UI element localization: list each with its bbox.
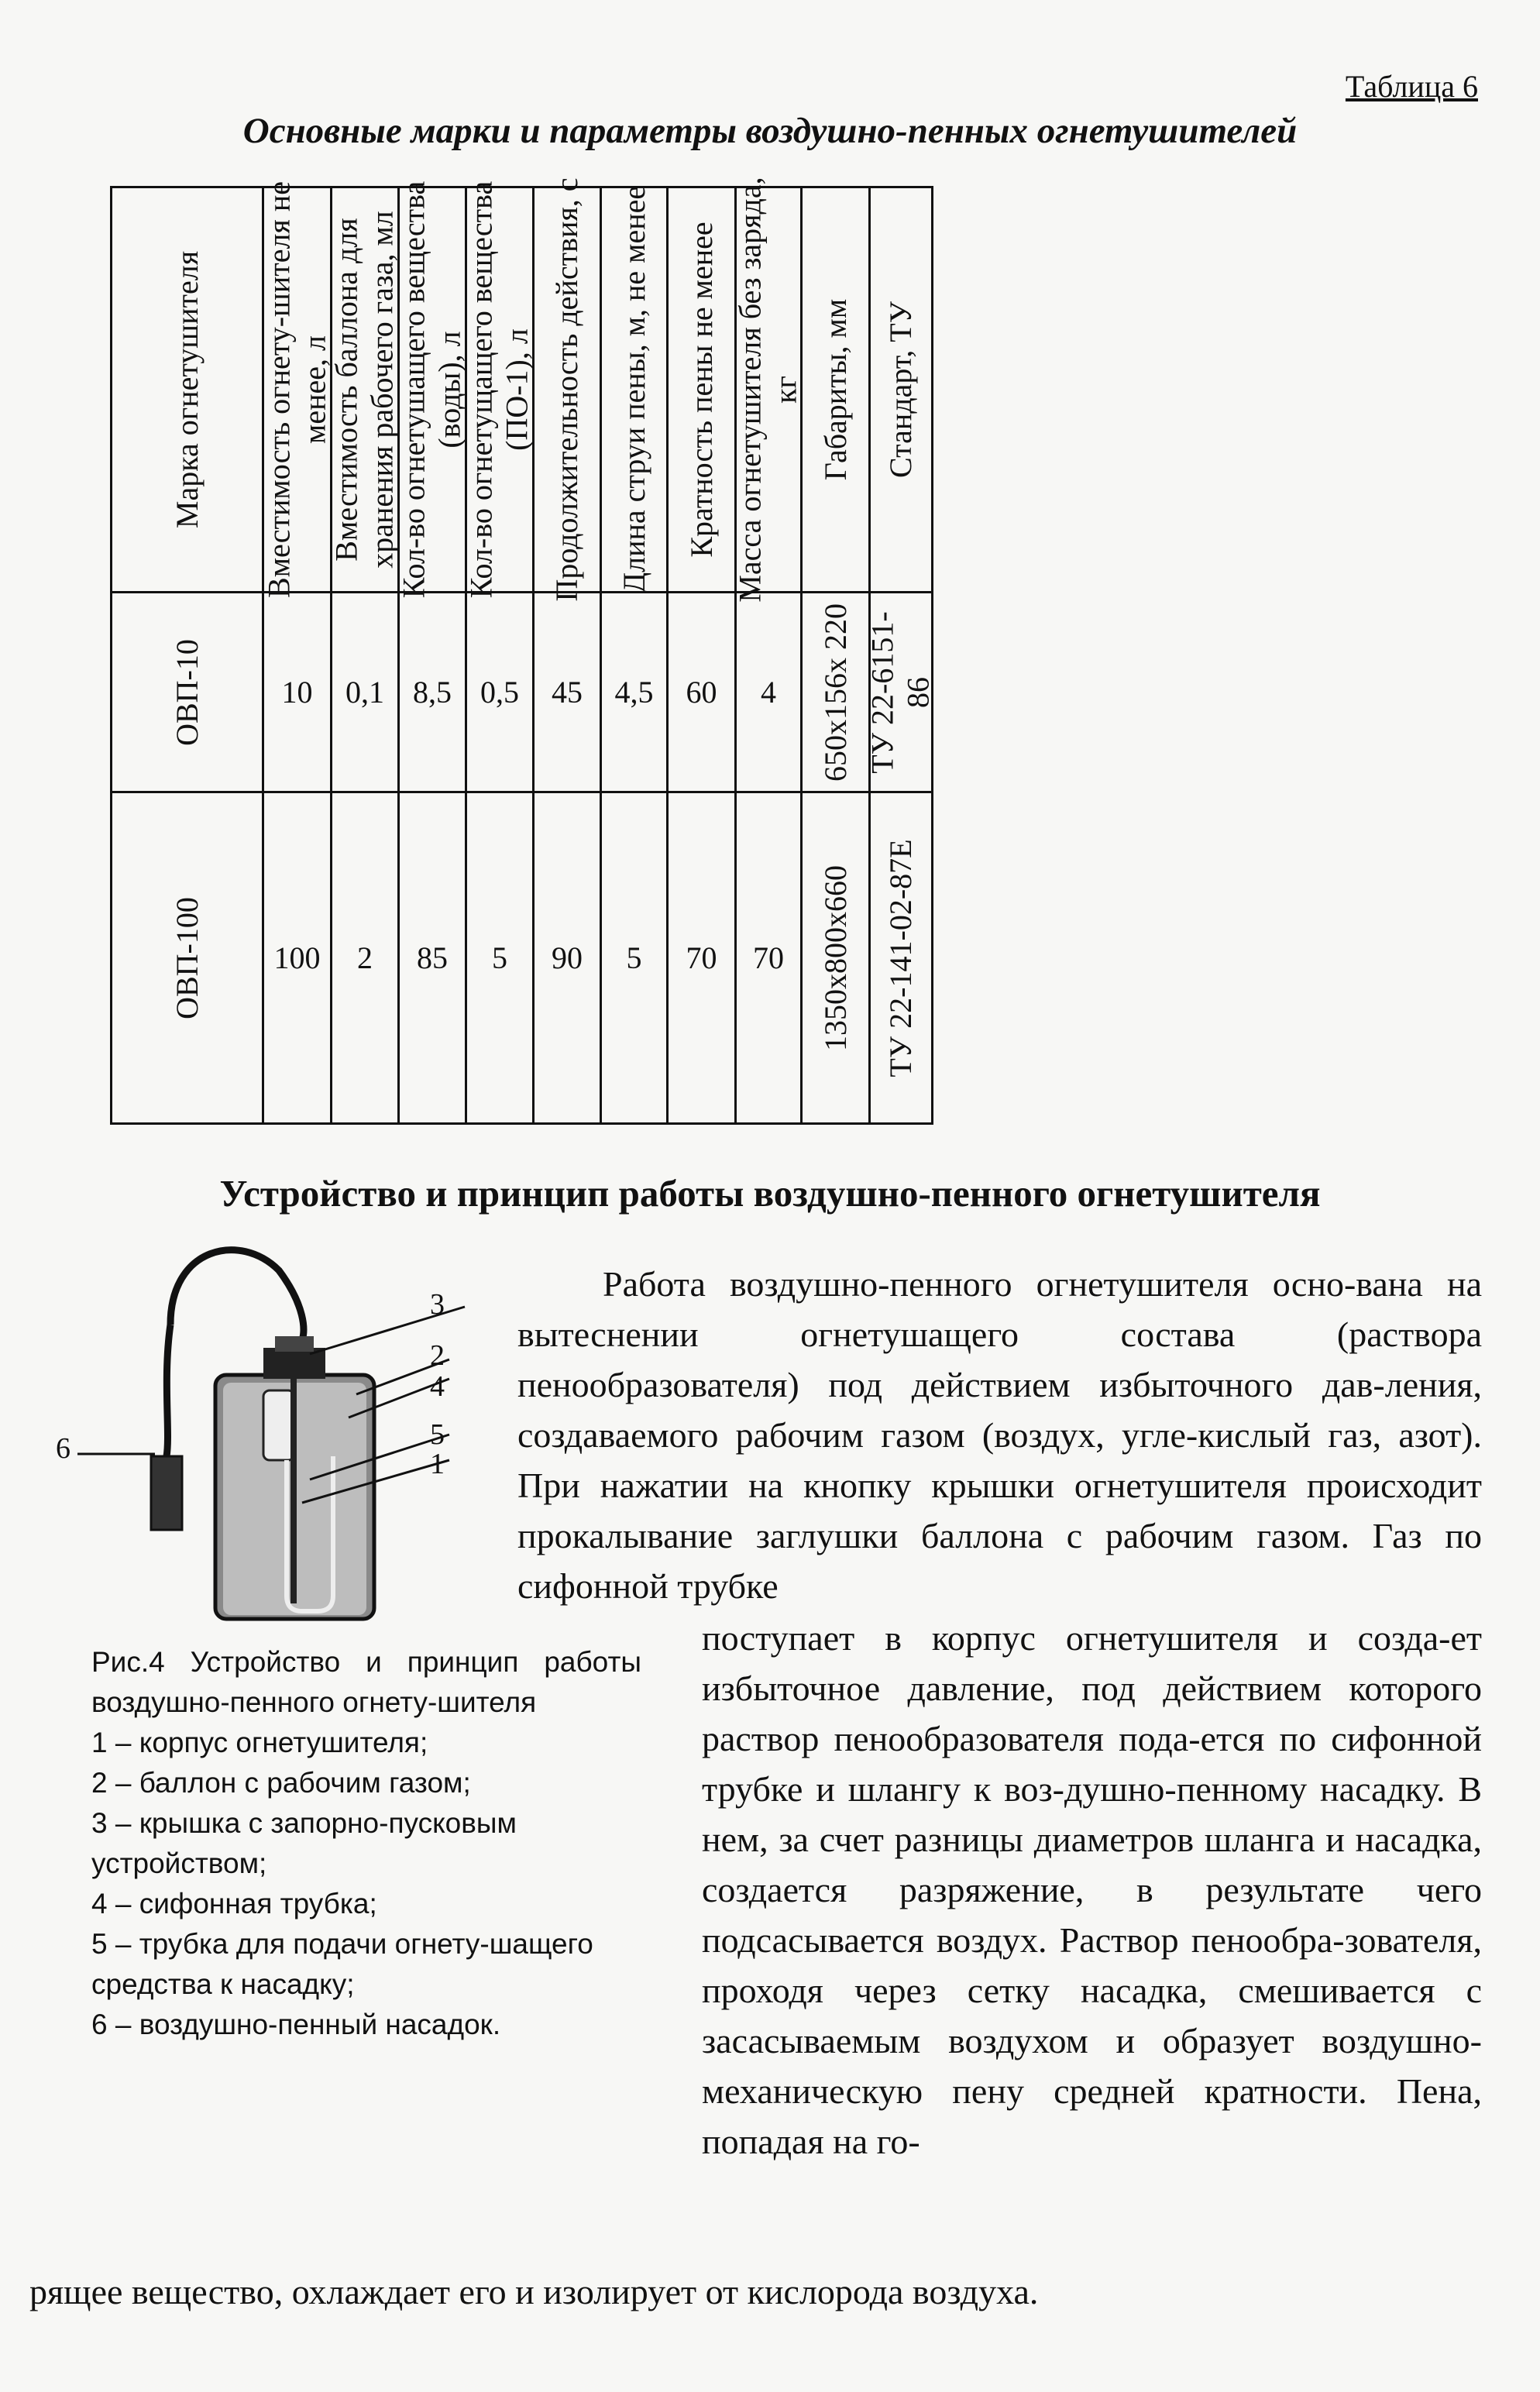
cell-brand: ОВП-100 — [169, 896, 205, 1019]
table-title: Основные марки и параметры воздушно-пенных огнетушителей — [242, 111, 1298, 151]
table-cell — [112, 792, 263, 1124]
table-number: Таблица 6 — [1345, 69, 1478, 104]
header-cell — [668, 187, 736, 593]
hose — [170, 1250, 304, 1348]
extinguisher-figure — [54, 1224, 488, 1627]
header-duration: Продолжительность действия, с — [548, 177, 584, 602]
body-paragraph-1: Работа воздушно-пенного огнетушителя осно-вана на вытеснении огнетушащего состава (раствора пенообразователя) под действием избыточного дав-ления, создаваемого рабочим газом (воздух, угле-кислый газ, азот). При нажатии на кнопку крышки огнетушителя происходит прокалывание заглушки баллона с рабочим газом. Газ по сифонной трубке — [517, 1264, 1482, 1606]
header-cell — [601, 187, 668, 593]
legend-item: 3 – крышка с запорно-пусковым устройством; — [91, 1807, 517, 1879]
table-header-row — [112, 187, 933, 593]
header-cell — [328, 187, 400, 593]
gas-cylinder — [263, 1390, 294, 1460]
table-row — [112, 593, 933, 792]
header-brand: Марка огнетушителя — [169, 250, 205, 529]
header-standard: Стандарт, ТУ — [882, 301, 918, 479]
table-row — [112, 792, 933, 1124]
callout-2: 2 — [430, 1339, 445, 1372]
header-cell — [732, 177, 803, 603]
cell-standard: ТУ 22-141-02-87Е — [882, 838, 918, 1077]
table-cell: 70 — [668, 792, 736, 1124]
table-cell: 10 — [263, 593, 332, 792]
header-jet-length: Длина струи пены, м, не менее — [616, 185, 651, 594]
table-cell: 100 — [263, 792, 332, 1124]
table-cell: 60 — [668, 593, 736, 792]
cell-dimensions: 1350х800х660 — [817, 864, 853, 1051]
header-mass: Масса огнетушителя без заряда, кг — [732, 177, 803, 603]
table-cell — [870, 792, 933, 1124]
header-cell — [802, 187, 870, 593]
header-cell — [870, 187, 933, 593]
legend-item: 1 – корпус огнетушителя; — [91, 1727, 428, 1758]
table-cell: 4 — [736, 593, 802, 792]
table-cell: 70 — [736, 792, 802, 1124]
callout-4: 4 — [430, 1370, 445, 1403]
section-title: Устройство и принцип работы воздушно-пенного огнетушителя — [219, 1172, 1321, 1215]
header-foam-ratio: Кратность пены не менее — [683, 222, 719, 558]
header-po1-amount: Кол-во огнетущащего вещества (ПО-1), л — [463, 180, 535, 599]
table-cell — [802, 792, 870, 1124]
table-cell: 4,5 — [601, 593, 668, 792]
cell-dimensions: 650х156х 220 — [817, 603, 853, 782]
header-cell — [463, 180, 535, 599]
header-cell — [261, 181, 332, 598]
cell-brand: ОВП-10 — [169, 638, 205, 746]
legend-item: 6 – воздушно-пенный насадок. — [91, 2009, 501, 2040]
extinguisher-diagram — [54, 1224, 488, 1627]
table-cell: 85 — [399, 792, 466, 1124]
table-cell: 0,1 — [332, 593, 399, 792]
body-paragraph-3: рящее вещество, охлаждает его и изолирует от кислорода воздуха. — [29, 2272, 1039, 2311]
table-cell: 90 — [534, 792, 601, 1124]
cap-button — [275, 1336, 314, 1352]
table-cell: 45 — [534, 593, 601, 792]
hose-lower — [167, 1325, 170, 1456]
table-cell — [865, 593, 936, 792]
legend-item: 2 – баллон с рабочим газом; — [91, 1767, 471, 1799]
table-cell: 2 — [332, 792, 399, 1124]
table-cell: 5 — [466, 792, 534, 1124]
callout-5: 5 — [430, 1418, 445, 1451]
table-cell: 5 — [601, 792, 668, 1124]
header-cell — [534, 177, 601, 602]
callout-6: 6 — [56, 1432, 70, 1465]
header-gas-cylinder: Вместимость баллона для хранения рабочего газа, мл — [328, 211, 400, 569]
figure-caption — [91, 1642, 641, 2045]
header-dimensions: Габариты, мм — [817, 298, 853, 481]
cell-standard: ТУ 22-6151-86 — [865, 610, 936, 774]
foam-nozzle — [151, 1456, 182, 1530]
header-cell — [396, 180, 467, 599]
table-cell: 8,5 — [399, 593, 466, 792]
callout-1: 1 — [430, 1448, 445, 1480]
callout-3: 3 — [430, 1288, 445, 1321]
caption-title: Рис.4 Устройство и принцип работы воздушно-пенного огнету-шителя — [91, 1646, 641, 1718]
siphon-tube — [290, 1379, 297, 1603]
header-capacity: Вместимость огнету-шителя не менее, л — [261, 181, 332, 598]
legend-item: 5 – трубка для подачи огнету-шащего средства к насадку; — [91, 1928, 593, 2000]
table-cell: 0,5 — [466, 593, 534, 792]
header-water-amount: Кол-во огнетушащего вещества (воды), л — [396, 180, 467, 599]
table-cell — [802, 593, 870, 792]
legend-item: 4 – сифонная трубка; — [91, 1888, 377, 1919]
body-paragraph-2: поступает в корпус огнетушителя и созда-ет избыточное давление, под действием которого раствор пенообразователя пода-ется по сифонной трубке и шлангу к воз-душно-пенному насадку. В нем, за счет разницы диаметров шланга и насадка, создается разряжение, в результате чего подсасывается воздух. Раствор пенообра-зователя, проходя через сетку насадка, смешивается с засасываемым воздухом и образует воздушно-механическую пену средней кратности. Пена, попадая на го- — [702, 1618, 1482, 2161]
parameters-table — [110, 177, 936, 1125]
